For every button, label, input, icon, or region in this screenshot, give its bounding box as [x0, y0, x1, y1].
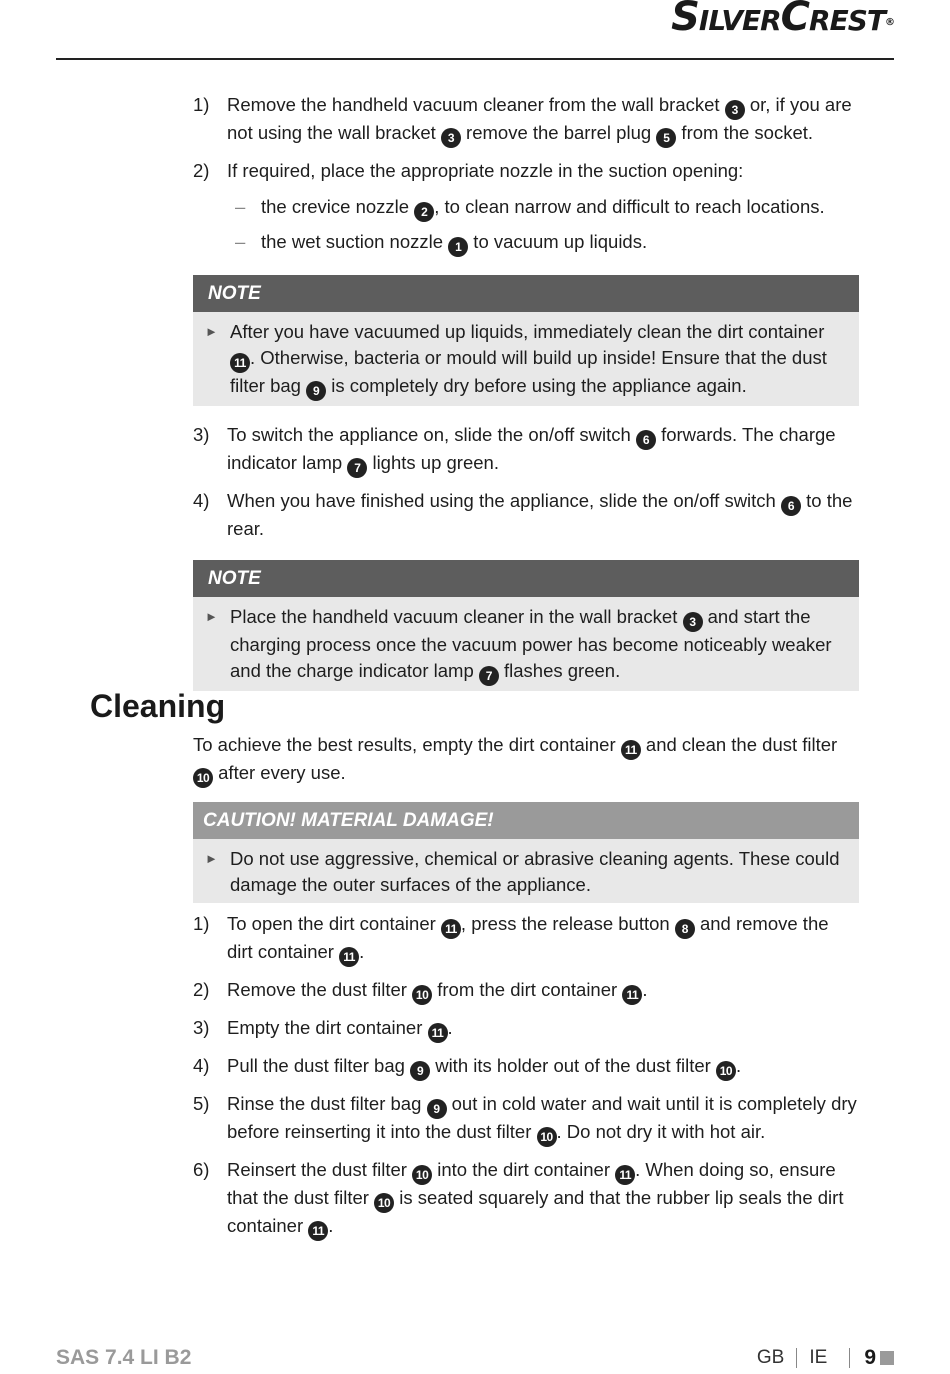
step-item — [193, 977, 859, 1005]
brand-logo: SilverCrest® — [671, 0, 894, 40]
note-heading: NOTE — [193, 560, 859, 597]
step-number: 3) — [193, 424, 210, 445]
part-number-callout: 11 — [621, 740, 641, 760]
caution-box — [193, 802, 859, 903]
operation-section — [193, 92, 859, 707]
step-text: If required, place the appropriate nozzle in the suction opening: — [227, 160, 744, 181]
note-text: After you have vacuumed up liquids, immediately clean the dirt container 11 . Otherwise, bacteria or mould will build up inside! Ensure that the dust filter bag 9 is completely dry before using the appliance again. — [230, 319, 845, 401]
part-number-callout: 10 — [412, 1165, 432, 1185]
step-item — [193, 911, 859, 967]
part-number-callout: 3 — [683, 612, 703, 632]
note-heading: NOTE — [193, 275, 859, 312]
part-number-callout: 3 — [441, 128, 461, 148]
list-item — [235, 229, 859, 257]
operation-steps-a — [193, 92, 859, 184]
page-number: 9 — [864, 1346, 876, 1369]
step-number: 4) — [193, 1055, 210, 1076]
part-number-callout: 10 — [716, 1061, 736, 1081]
part-number-callout: 11 — [615, 1165, 635, 1185]
footer-lang-ie: IE — [809, 1347, 828, 1368]
page-marker-square — [880, 1351, 894, 1365]
section-title-cleaning: Cleaning — [90, 688, 226, 724]
step-number: 1) — [193, 94, 210, 115]
step-item — [193, 158, 859, 184]
header-divider — [56, 58, 894, 60]
part-number-callout: 1 — [448, 237, 468, 257]
dash-bullet: – — [235, 231, 246, 252]
footer-page-info — [757, 1344, 894, 1372]
arrow-icon: ► — [205, 609, 218, 624]
cleaning-steps — [193, 911, 859, 1241]
caution-text: Do not use aggressive, chemical or abrasive cleaning agents. These could damage the outer surfaces of the appliance. — [230, 848, 840, 895]
part-number-callout: 10 — [374, 1193, 394, 1213]
note-box-liquids — [193, 275, 859, 406]
dash-bullet: – — [235, 196, 246, 217]
step-item — [193, 1091, 859, 1147]
note-text: Place the handheld vacuum cleaner in the wall bracket 3 and start the charging process once the vacuum power has become noticeably weaker and the charge indicator lamp 7 flashes green. — [230, 604, 845, 686]
part-number-callout: 10 — [193, 768, 213, 788]
footer-model-number: SAS 7.4 LI B2 — [56, 1346, 192, 1369]
footer-lang-gb: GB — [756, 1347, 785, 1368]
list-item — [235, 194, 859, 222]
note-box-charging — [193, 560, 859, 691]
step-number: 5) — [193, 1093, 210, 1114]
step-text: Reinsert the dust filter 10 into the dirt container 11 . When doing so, ensure that the dust filter 10 is seated squarely and that the rubber lip seals the dirt container 11 . — [227, 1157, 859, 1241]
step-item — [193, 1015, 859, 1043]
step-item — [193, 92, 859, 148]
footer-separator — [796, 1348, 797, 1368]
part-number-callout: 6 — [781, 496, 801, 516]
step-text: To open the dirt container 11 , press the release button 8 and remove the dirt container 11 . — [227, 911, 859, 967]
part-number-callout: 11 — [230, 353, 250, 373]
arrow-icon: ► — [205, 851, 218, 866]
part-number-callout: 8 — [675, 919, 695, 939]
step-text: Pull the dust filter bag 9 with its holder out of the dust filter 10 . — [227, 1053, 859, 1081]
step-number: 6) — [193, 1159, 210, 1180]
part-number-callout: 11 — [339, 947, 359, 967]
part-number-callout: 9 — [306, 381, 326, 401]
step-number: 4) — [193, 490, 210, 511]
part-number-callout: 11 — [441, 919, 461, 939]
part-number-callout: 2 — [414, 202, 434, 222]
step-number: 2) — [193, 160, 210, 181]
step-item — [193, 422, 859, 478]
part-number-callout: 11 — [308, 1221, 328, 1241]
footer-separator — [849, 1348, 850, 1368]
step-number: 3) — [193, 1017, 210, 1038]
part-number-callout: 7 — [347, 458, 367, 478]
part-number-callout: 11 — [428, 1023, 448, 1043]
step-item — [193, 1053, 859, 1081]
step-text: When you have finished using the appliance, slide the on/off switch 6 to the rear. — [227, 490, 853, 539]
cleaning-intro: To achieve the best results, empty the dirt container 11 and clean the dust filter 10 after every use. — [193, 732, 859, 788]
caution-heading: CAUTION! MATERIAL DAMAGE! — [193, 802, 859, 839]
list-item-text: the wet suction nozzle 1 to vacuum up liquids. — [261, 229, 647, 257]
nozzle-list — [193, 194, 859, 257]
operation-steps-b — [193, 422, 859, 542]
step-text: Empty the dirt container 11 . — [227, 1015, 859, 1043]
part-number-callout: 11 — [622, 985, 642, 1005]
step-text: To switch the appliance on, slide the on/off switch 6 forwards. The charge indicator lamp 7 lights up green. — [227, 422, 859, 478]
part-number-callout: 5 — [656, 128, 676, 148]
part-number-callout: 10 — [537, 1127, 557, 1147]
cleaning-section — [193, 732, 859, 1251]
step-text: Remove the dust filter 10 from the dirt container 11 . — [227, 977, 859, 1005]
part-number-callout: 7 — [479, 666, 499, 686]
part-number-callout: 10 — [412, 985, 432, 1005]
part-number-callout: 3 — [725, 100, 745, 120]
step-number: 1) — [193, 913, 210, 934]
step-number: 2) — [193, 979, 210, 1000]
step-item — [193, 1157, 859, 1241]
step-text: Remove the handheld vacuum cleaner from the wall bracket 3 or, if you are not using the wall bracket 3 remove the barrel plug 5 from the socket. — [227, 92, 859, 148]
step-item — [193, 488, 859, 542]
part-number-callout: 6 — [636, 430, 656, 450]
part-number-callout: 9 — [410, 1061, 430, 1081]
list-item-text: the crevice nozzle 2 , to clean narrow and difficult to reach locations. — [261, 194, 825, 222]
arrow-icon: ► — [205, 324, 218, 339]
part-number-callout: 9 — [427, 1099, 447, 1119]
step-text: Rinse the dust filter bag 9 out in cold water and wait until it is completely dry before reinserting it into the dust filter 10 . Do not dry it with hot air. — [227, 1091, 859, 1147]
